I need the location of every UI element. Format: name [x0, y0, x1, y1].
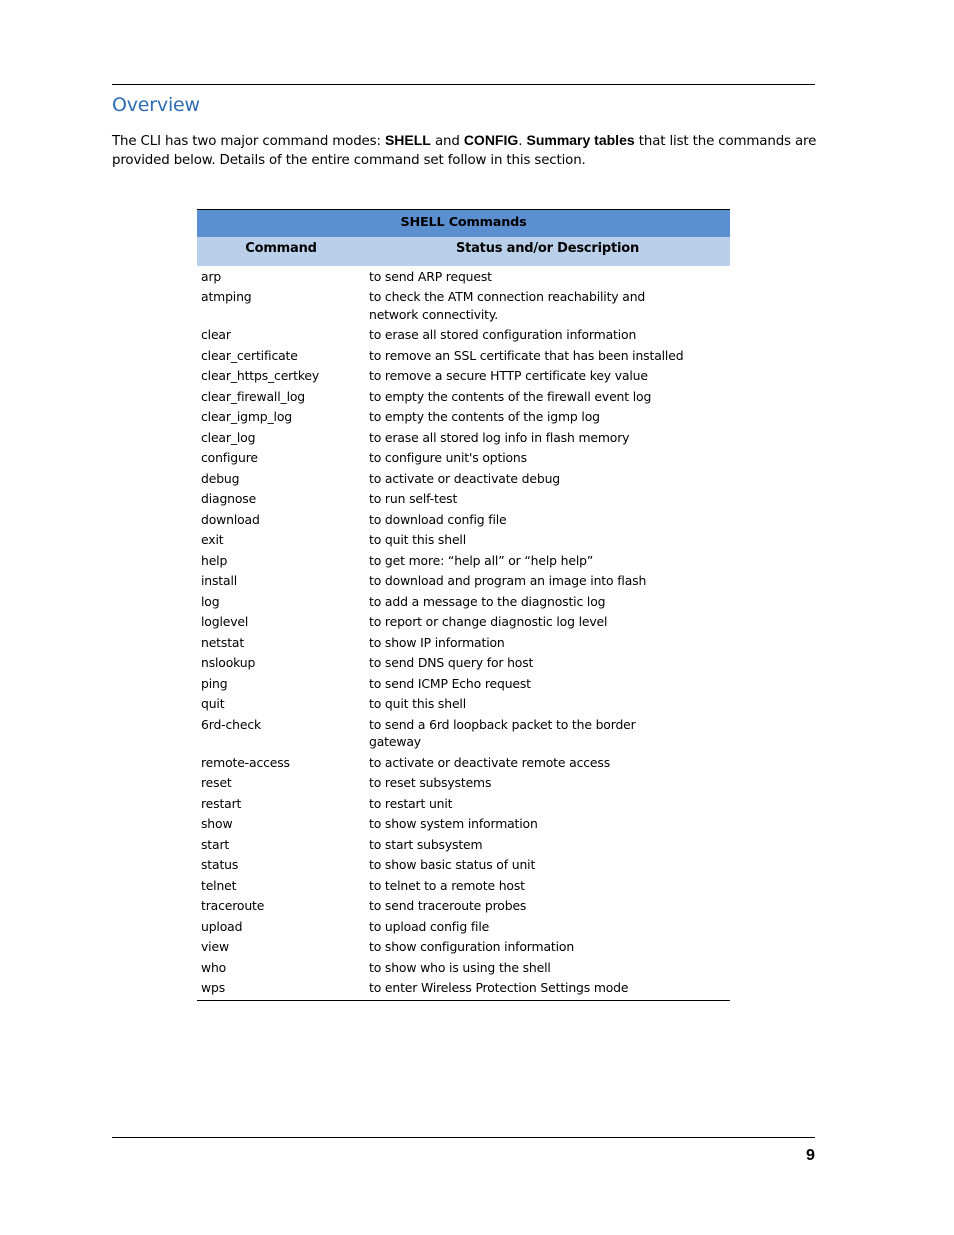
- description-cell: to download and program an image into flash: [369, 573, 647, 588]
- command-cell: log: [201, 593, 220, 609]
- table-row: [197, 266, 730, 287]
- description-cell: to send ICMP Echo request: [369, 675, 531, 691]
- command-cell: start: [201, 836, 230, 852]
- table-row: [197, 896, 730, 917]
- command-cell: clear_firewall_log: [201, 388, 306, 404]
- footer-rule: [112, 1137, 815, 1138]
- table-row: [197, 407, 730, 428]
- intro-text-4: that list the commands are provided below. Details of the entire command set follow in this section.: [112, 134, 817, 168]
- table-row: [197, 509, 730, 530]
- table-row: [197, 287, 730, 325]
- description-cell: to remove an SSL certificate that has been installed: [369, 347, 684, 363]
- table-row: [197, 550, 730, 571]
- table-row: [197, 448, 730, 469]
- description-cell: to send traceroute probes: [369, 898, 527, 913]
- command-cell: status: [201, 857, 239, 872]
- table-row: [197, 875, 730, 896]
- description-cell: to show basic status of unit: [369, 857, 536, 872]
- description-cell: to restart unit: [369, 795, 453, 811]
- command-cell: nslookup: [201, 655, 256, 670]
- command-cell: clear_log: [201, 429, 256, 445]
- description-cell: to send a 6rd loopback packet to the border gateway: [369, 716, 636, 749]
- command-cell: ping: [201, 675, 228, 691]
- description-cell: to send ARP request: [369, 268, 492, 284]
- command-cell: netstat: [201, 634, 245, 650]
- table-row: [197, 571, 730, 592]
- table-row: [197, 714, 730, 752]
- table-row: [197, 386, 730, 407]
- command-cell: traceroute: [201, 898, 265, 913]
- command-cell: diagnose: [201, 491, 257, 506]
- table-row: [197, 468, 730, 489]
- shell-commands-table: [197, 209, 730, 1001]
- table-row: [197, 673, 730, 694]
- description-cell: to show system information: [369, 816, 538, 831]
- table-header-row: [197, 237, 730, 266]
- command-cell: remote-access: [201, 754, 290, 770]
- section-heading: Overview: [112, 94, 200, 116]
- description-cell: to erase all stored configuration information: [369, 327, 637, 342]
- description-cell: to add a message to the diagnostic log: [369, 593, 606, 609]
- description-cell: to get more: “help all” or “help help”: [369, 552, 594, 568]
- command-cell: atmping: [201, 289, 252, 304]
- command-cell: debug: [201, 470, 240, 486]
- description-cell: to configure unit's options: [369, 450, 527, 465]
- command-cell: configure: [201, 450, 258, 465]
- description-cell: to run self-test: [369, 491, 458, 506]
- intro-text-3: .: [518, 134, 527, 149]
- table-row: [197, 814, 730, 835]
- description-cell: to remove a secure HTTP certificate key value: [369, 368, 648, 383]
- description-cell: to report or change diagnostic log level: [369, 614, 608, 629]
- command-cell: loglevel: [201, 614, 249, 629]
- description-cell: to start subsystem: [369, 836, 483, 852]
- description-cell: to download config file: [369, 511, 507, 527]
- command-cell: clear_igmp_log: [201, 409, 292, 424]
- table-row: [197, 978, 730, 999]
- table-row: [197, 855, 730, 876]
- table-row: [197, 632, 730, 653]
- table-row: [197, 916, 730, 937]
- table-row: [197, 834, 730, 855]
- command-cell: 6rd-check: [201, 716, 262, 732]
- table-row: [197, 694, 730, 715]
- command-cell: install: [201, 573, 238, 588]
- description-cell: to quit this shell: [369, 532, 466, 547]
- description-cell: to empty the contents of the igmp log: [369, 409, 600, 424]
- command-cell: quit: [201, 696, 225, 711]
- description-cell: to reset subsystems: [369, 775, 492, 790]
- intro-config-mode: CONFIG: [463, 132, 519, 148]
- description-cell: to enter Wireless Protection Settings mode: [369, 980, 629, 995]
- command-cell: telnet: [201, 877, 237, 893]
- header-rule: [112, 84, 815, 85]
- command-cell: arp: [201, 268, 222, 284]
- command-cell: view: [201, 939, 229, 954]
- command-cell: restart: [201, 795, 242, 811]
- table-row: [197, 773, 730, 794]
- table-row: [197, 793, 730, 814]
- page-number: 9: [806, 1147, 815, 1164]
- command-cell: wps: [201, 980, 226, 995]
- command-cell: help: [201, 552, 228, 568]
- command-cell: exit: [201, 532, 224, 547]
- intro-paragraph: [112, 131, 817, 170]
- table-row: [197, 937, 730, 958]
- description-cell: to activate or deactivate debug: [369, 470, 561, 486]
- table-row: [197, 957, 730, 978]
- command-cell: clear_https_certkey: [201, 368, 320, 383]
- column-header-description: Status and/or Description: [455, 241, 640, 256]
- table-row: [197, 653, 730, 674]
- command-cell: clear_certificate: [201, 347, 298, 363]
- table-row: [197, 366, 730, 387]
- table-row: [197, 752, 730, 773]
- command-cell: show: [201, 816, 233, 831]
- description-cell: to upload config file: [369, 918, 490, 934]
- command-cell: clear: [201, 327, 231, 342]
- command-cell: upload: [201, 918, 243, 934]
- description-cell: to activate or deactivate remote access: [369, 754, 611, 770]
- command-cell: who: [201, 959, 227, 975]
- intro-text-1: The CLI has two major command modes:: [112, 134, 385, 149]
- table-body: [197, 266, 730, 1001]
- table-row: [197, 612, 730, 633]
- table-row: [197, 427, 730, 448]
- description-cell: to show IP information: [369, 634, 505, 650]
- column-header-command: Command: [245, 241, 317, 256]
- description-cell: to quit this shell: [369, 696, 466, 711]
- description-cell: to send DNS query for host: [369, 655, 534, 670]
- description-cell: to erase all stored log info in flash memory: [369, 429, 630, 445]
- intro-shell-mode: SHELL: [384, 132, 431, 148]
- table-row: [197, 325, 730, 346]
- description-cell: to check the ATM connection reachability and network connectivity.: [369, 289, 646, 322]
- description-cell: to show configuration information: [369, 939, 575, 954]
- description-cell: to empty the contents of the firewall event log: [369, 388, 652, 404]
- description-cell: to show who is using the shell: [369, 959, 551, 975]
- description-cell: to telnet to a remote host: [369, 877, 525, 893]
- command-cell: reset: [201, 775, 232, 790]
- table-row: [197, 345, 730, 366]
- table-row: [197, 530, 730, 551]
- intro-text-2: and: [430, 134, 464, 149]
- command-cell: download: [201, 511, 260, 527]
- table-title: SHELL Commands: [197, 209, 730, 237]
- table-row: [197, 489, 730, 510]
- table-row: [197, 591, 730, 612]
- intro-summary-tables: Summary tables: [526, 132, 635, 148]
